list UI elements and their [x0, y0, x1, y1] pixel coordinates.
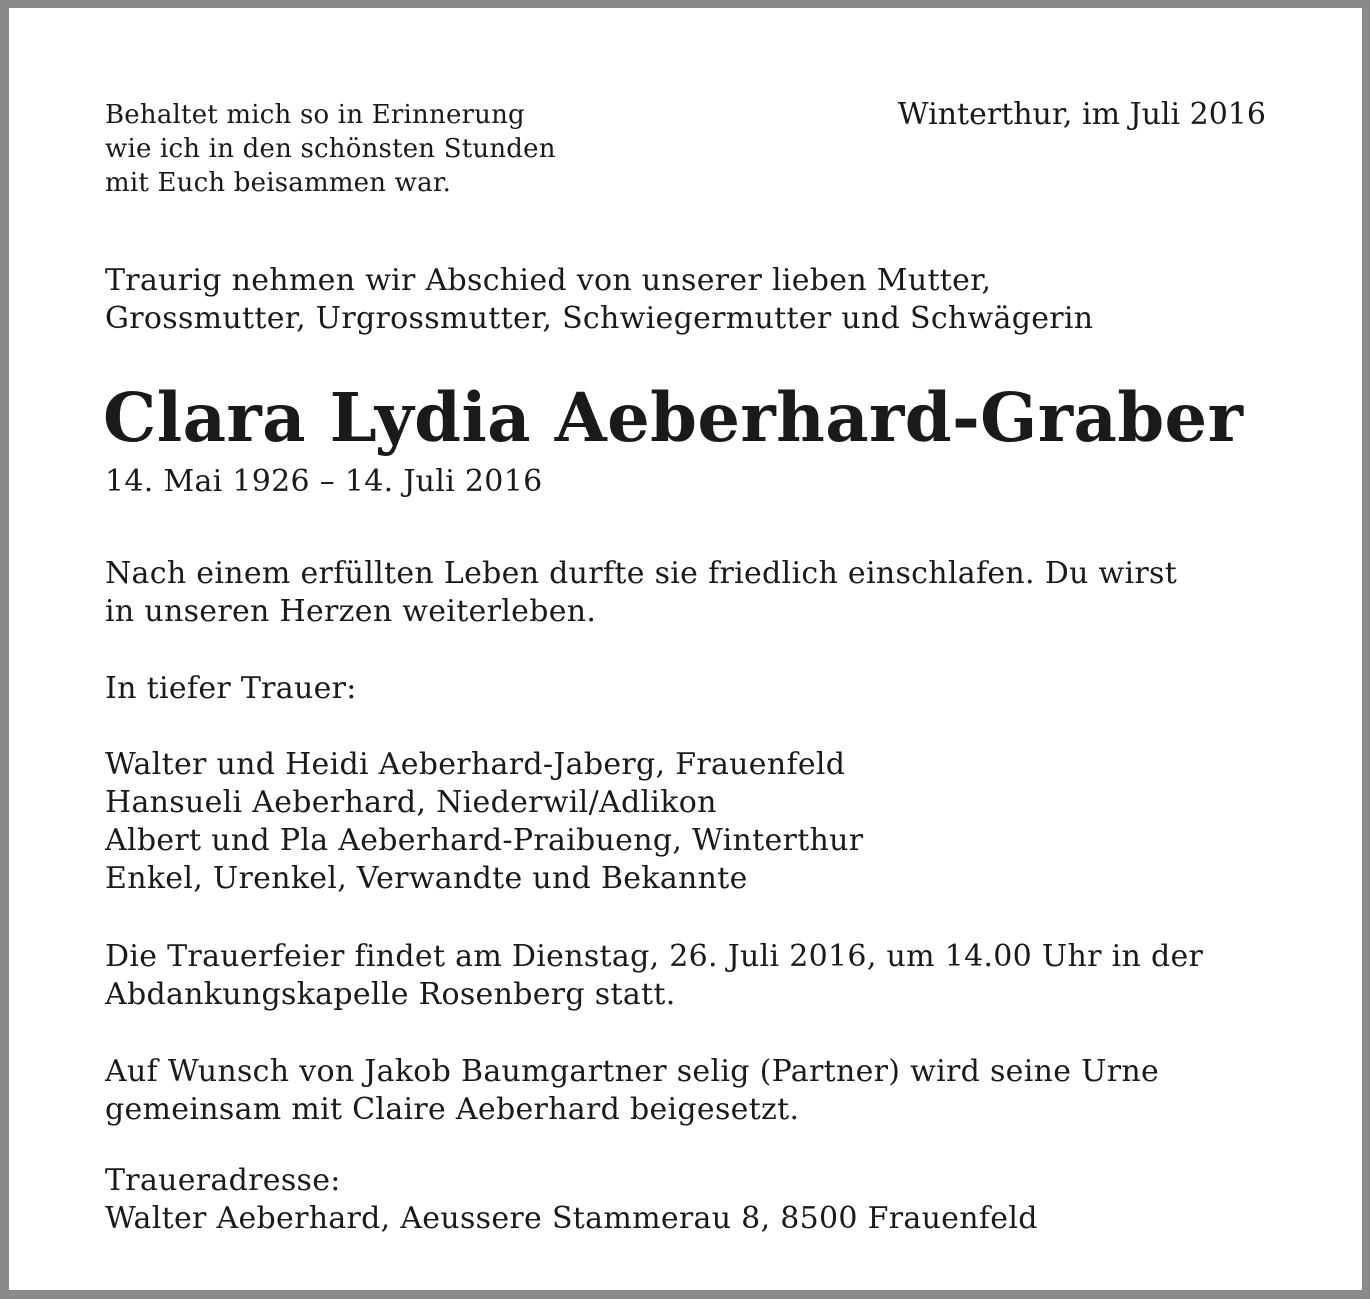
tribute-text [105, 555, 1177, 631]
mourning-address-label: Traueradresse: [105, 1163, 341, 1198]
mourner-entry: Hansueli Aeberhard, Niederwil/Adlikon [105, 785, 717, 820]
intro-line: Traurig nehmen wir Abschied von unserer lieben Mutter, [105, 263, 992, 298]
motto-line: mit Euch beisammen war. [105, 168, 452, 198]
urn-note-line: gemeinsam mit Claire Aeberhard beigesetzt. [105, 1092, 800, 1127]
funeral-service-text [105, 938, 1203, 1014]
service-line: Abdankungskapelle Rosenberg statt. [105, 977, 676, 1012]
urn-note-line: Auf Wunsch von Jakob Baumgartner selig (Partner) wird seine Urne [105, 1054, 1160, 1089]
mourning-heading: In tiefer Trauer: [105, 671, 357, 706]
service-line: Die Trauerfeier findet am Dienstag, 26. Juli 2016, um 14.00 Uhr in der [105, 939, 1204, 974]
mourner-entry: Enkel, Urenkel, Verwandte und Bekannte [105, 861, 748, 896]
mourning-address-value: Walter Aeberhard, Aeussere Stammerau 8, 8500 Frauenfeld [105, 1201, 1038, 1236]
mourner-entry: Albert und Pla Aeberhard-Praibueng, Winterthur [105, 823, 864, 858]
mourning-address [105, 1162, 1038, 1238]
mourners-list [105, 746, 863, 898]
urn-note-text [105, 1053, 1159, 1129]
mourner-entry: Walter und Heidi Aeberhard-Jaberg, Frauenfeld [105, 747, 846, 782]
motto-line: Behaltet mich so in Erinnerung [105, 100, 525, 130]
tribute-line: Nach einem erfüllten Leben durfte sie friedlich einschlafen. Du wirst [105, 556, 1178, 591]
life-dates: 14. Mai 1926 – 14. Juli 2016 [105, 464, 543, 499]
tribute-line: in unseren Herzen weiterleben. [105, 594, 597, 629]
motto-line: wie ich in den schönsten Stunden [105, 134, 556, 164]
deceased-name: Clara Lydia Aeberhard-Graber [103, 378, 1244, 457]
place-and-date: Winterthur, im Juli 2016 [897, 97, 1266, 132]
intro-text [105, 262, 1093, 338]
intro-line: Grossmutter, Urgrossmutter, Schwiegermutter und Schwägerin [105, 301, 1094, 336]
motto-verse [105, 98, 556, 200]
